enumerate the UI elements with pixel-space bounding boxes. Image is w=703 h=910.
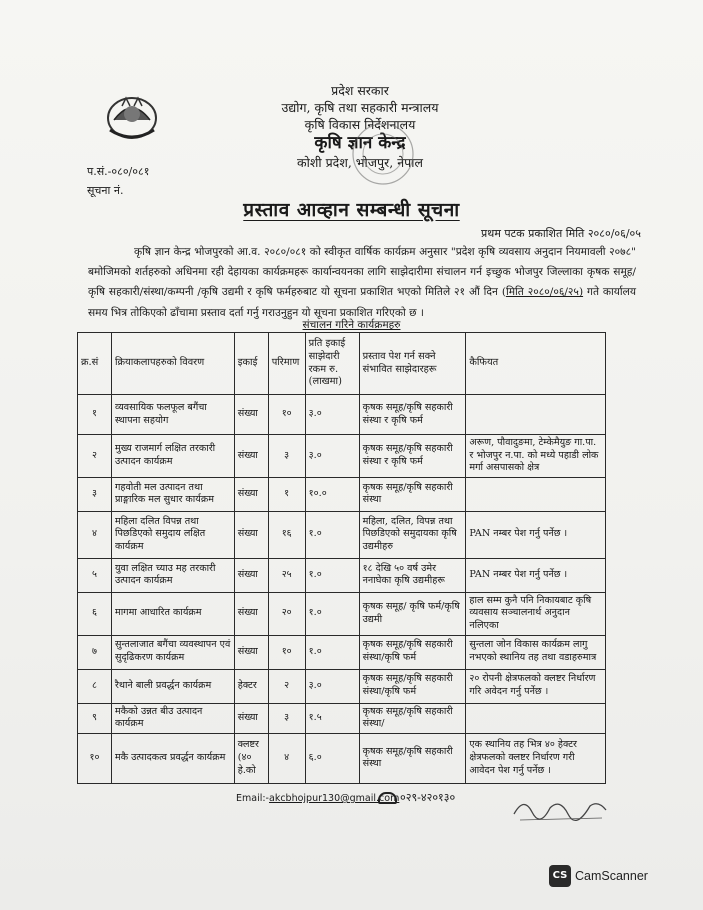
row-amount: ६.० bbox=[305, 733, 359, 783]
row-activity: मुख्य राजमार्ग लक्षित तरकारी उत्पादन कार्यक्रम bbox=[111, 435, 234, 478]
row-partner: कृषक समूह/कृषि सहकारी संस्था/कृषि फर्म bbox=[359, 669, 466, 703]
header-ministry: उद्योग, कृषि तथा सहकारी मन्त्रालय bbox=[281, 100, 439, 115]
row-amount: १.० bbox=[305, 635, 359, 669]
row-partner: कृषक समूह/कृषि सहकारी संस्था/कृषि फर्म bbox=[359, 635, 466, 669]
header-activity: क्रियाकलापहरुको विवरण bbox=[111, 333, 234, 395]
table-row bbox=[78, 635, 606, 669]
row-remarks: सुन्तला जोन विकास कार्यक्रम लागु नभएको स्थानिय तह तथा वडाहरुमात्र bbox=[466, 635, 606, 669]
row-sn: १० bbox=[78, 733, 112, 783]
row-quantity: ३ bbox=[268, 703, 305, 733]
row-quantity: १० bbox=[268, 395, 305, 435]
email-address[interactable]: akcbhojpur130@gmail.com bbox=[269, 793, 400, 804]
deadline-date: मिति २०८०/०६/२५) bbox=[505, 286, 584, 299]
footer-email bbox=[236, 793, 399, 804]
row-sn: ९ bbox=[78, 703, 112, 733]
header-remarks: कैफियत bbox=[466, 333, 606, 395]
table-row bbox=[78, 558, 606, 592]
reference-number: प.सं.-०८०/०८१ bbox=[87, 165, 150, 178]
row-sn: २ bbox=[78, 435, 112, 478]
row-amount: १.५ bbox=[305, 703, 359, 733]
row-quantity: १ bbox=[268, 477, 305, 511]
notice-title: प्रस्ताव आव्हान सम्बन्धी सूचना bbox=[243, 199, 460, 221]
row-activity: मकैको उन्नत बीउ उत्पादन कार्यक्रम bbox=[111, 703, 234, 733]
row-remarks bbox=[466, 477, 606, 511]
table-row bbox=[78, 477, 606, 511]
row-quantity: १० bbox=[268, 635, 305, 669]
row-remarks: PAN नम्बर पेश गर्नु पर्नेछ । bbox=[466, 511, 606, 558]
row-activity: महिला दलित विपन्न तथा पिछडिएको समुदाय लक्षित कार्यक्रम bbox=[111, 511, 234, 558]
row-amount: १.० bbox=[305, 558, 359, 592]
signature-icon bbox=[510, 790, 610, 826]
row-activity: रैथाने बाली प्रवर्द्धन कार्यक्रम bbox=[111, 669, 234, 703]
header-quantity: परिमाण bbox=[268, 333, 305, 395]
publication-date: प्रथम पटक प्रकाशित मिति २०८०/०६/०५ bbox=[481, 227, 641, 240]
table-row bbox=[78, 395, 606, 435]
header-address: कोशी प्रदेश, भोजपुर, नेपाल bbox=[297, 155, 423, 170]
row-amount: १.० bbox=[305, 592, 359, 635]
reference-block bbox=[87, 162, 149, 200]
footer-phone bbox=[378, 790, 455, 805]
notice-body bbox=[88, 242, 636, 323]
row-remarks: हाल सम्म कुनै पनि निकायबाट कृषि व्यवसाय सञ्चालनार्थ अनुदान नलिएका bbox=[466, 592, 606, 635]
body-text-part2: गते कार्यालय समय भित्र तोकिएको ढाँचामा प्रस्ताव दर्ता गर्नु गराउनुहुन यो सूचना प्रकाशित गरिएको छ । bbox=[88, 286, 636, 319]
table-row bbox=[78, 703, 606, 733]
table-row bbox=[78, 733, 606, 783]
telephone-icon bbox=[378, 792, 397, 804]
row-partner: कृषक समूह/कृषि सहकारी संस्था र कृषि फर्म bbox=[359, 395, 466, 435]
row-sn: ७ bbox=[78, 635, 112, 669]
row-quantity: ३ bbox=[268, 435, 305, 478]
row-unit: संख्या bbox=[234, 511, 268, 558]
row-sn: ३ bbox=[78, 477, 112, 511]
camscanner-logo-icon: CS bbox=[549, 865, 571, 887]
phone-number: ०२९-४२०१३० bbox=[400, 791, 456, 804]
row-partner: महिला, दलित, विपन्न तथा पिछडिएको समुदायका कृषि उद्यमीहरु bbox=[359, 511, 466, 558]
row-remarks bbox=[466, 395, 606, 435]
camscanner-name: CamScanner bbox=[575, 869, 648, 883]
row-amount: ३.० bbox=[305, 435, 359, 478]
row-unit: संख्या bbox=[234, 703, 268, 733]
row-partner: कृषक समूह/कृषि सहकारी संस्था bbox=[359, 477, 466, 511]
row-unit: संख्या bbox=[234, 395, 268, 435]
row-partner: कृषक समूह/कृषि सहकारी संस्था र कृषि फर्म bbox=[359, 435, 466, 478]
row-quantity: २० bbox=[268, 592, 305, 635]
header-sn: क्र.सं bbox=[78, 333, 112, 395]
row-sn: ५ bbox=[78, 558, 112, 592]
row-unit: संख्या bbox=[234, 592, 268, 635]
row-amount: १.० bbox=[305, 511, 359, 558]
table-row bbox=[78, 435, 606, 478]
table-header-row bbox=[78, 333, 606, 395]
programs-table bbox=[77, 332, 606, 784]
row-sn: १ bbox=[78, 395, 112, 435]
table-row bbox=[78, 511, 606, 558]
header-directorate: कृषि विकास निर्देशनालय bbox=[304, 117, 416, 132]
row-unit: संख्या bbox=[234, 558, 268, 592]
row-activity: मागमा आधारित कार्यक्रम bbox=[111, 592, 234, 635]
header-office: कृषि ज्ञान केन्द्र bbox=[314, 133, 406, 153]
row-partner: कृषक समूह/कृषि सहकारी संस्था bbox=[359, 733, 466, 783]
row-unit: संख्या bbox=[234, 477, 268, 511]
row-remarks: २० रोपनी क्षेत्रफलको क्लष्टर निर्धारण गरि अवेदन गर्नु पर्नेछ । bbox=[466, 669, 606, 703]
row-activity: गहवोती मल उत्पादन तथा प्राङ्गारिक मल सुधार कार्यक्रम bbox=[111, 477, 234, 511]
row-remarks: PAN नम्बर पेश गर्नु पर्नेछ । bbox=[466, 558, 606, 592]
header-amount: प्रति इकाई साझेदारी रकम रु. (लाखमा) bbox=[305, 333, 359, 395]
table-caption: संचालन गरिने कार्यक्रमहरु bbox=[302, 319, 401, 331]
row-partner: कृषक समूह/कृषि सहकारी संस्था/ bbox=[359, 703, 466, 733]
email-label: Email:- bbox=[236, 793, 269, 804]
row-quantity: २५ bbox=[268, 558, 305, 592]
row-unit: संख्या bbox=[234, 435, 268, 478]
row-sn: ८ bbox=[78, 669, 112, 703]
row-remarks: अरूण, पौवादुङमा, टेम्केमैयुङ गा.पा. र भोजपुर न.पा. को मध्ये पहाडी लोक मर्गा असपासको क्षेत्र bbox=[466, 435, 606, 478]
table-row bbox=[78, 669, 606, 703]
row-activity: युवा लक्षित च्याउ मह तरकारी उत्पादन कार्यक्रम bbox=[111, 558, 234, 592]
row-activity: व्यवसायिक फलफूल बगैंचा स्थापना सहयोग bbox=[111, 395, 234, 435]
row-amount: १०.० bbox=[305, 477, 359, 511]
row-partner: १८ देखि ५० वर्ष उमेर ननाघेका कृषि उद्यमीहरू bbox=[359, 558, 466, 592]
row-remarks bbox=[466, 703, 606, 733]
row-remarks: एक स्थानिय तह भित्र ४० हेक्टर क्षेत्रफलको क्लष्टर निर्धारण गरी आवेदन पेश गर्नु पर्नेछ । bbox=[466, 733, 606, 783]
government-emblem-icon bbox=[100, 86, 164, 146]
header-government: प्रदेश सरकार bbox=[331, 83, 389, 98]
header-partner: प्रस्ताव पेश गर्न सक्ने संभावित साझेदारहरू bbox=[359, 333, 466, 395]
row-unit: हेक्टर bbox=[234, 669, 268, 703]
table-row bbox=[78, 592, 606, 635]
office-stamp-icon bbox=[345, 118, 421, 190]
row-sn: ६ bbox=[78, 592, 112, 635]
row-quantity: २ bbox=[268, 669, 305, 703]
row-amount: ३.० bbox=[305, 669, 359, 703]
camscanner-watermark bbox=[549, 865, 648, 887]
body-text-part1: कृषि ज्ञान केन्द्र भोजपुरको आ.व. २०८०/०८१ को स्वीकृत वार्षिक कार्यक्रम अनुसार "प्रदेश कृषि व्यवसाय अनुदान नियमावली २०७८" बमोजिमको शर्तहरुको अधिनमा रही देहायका कार्यक्रमहरू कार्यान्वयनका लागि साझेदारीमा संचालन गर्न इच्छुक भोजपुर जिल्लाका कृषक समूह/कृषि सहकारी/संस्था/कम्पनी /कृषि उद्यमी र कृषि फर्महरुबाट यो सूचना प्रकाशित भएको मितिले २१ औं दिन ( bbox=[88, 246, 636, 299]
row-partner: कृषक समूह/ कृषि फर्म/कृषि उद्यमी bbox=[359, 592, 466, 635]
header-unit: इकाई bbox=[234, 333, 268, 395]
row-activity: सुन्तलाजात बगैंचा व्यवस्थापन एवं सुदृढिकरण कार्यक्रम bbox=[111, 635, 234, 669]
row-sn: ४ bbox=[78, 511, 112, 558]
row-quantity: ४ bbox=[268, 733, 305, 783]
row-unit: क्लष्टर (४० हे.को bbox=[234, 733, 268, 783]
row-quantity: १६ bbox=[268, 511, 305, 558]
row-amount: ३.० bbox=[305, 395, 359, 435]
row-activity: मकै उत्पादकत्व प्रवर्द्धन कार्यक्रम bbox=[111, 733, 234, 783]
notice-number: सूचना नं. bbox=[87, 184, 124, 197]
row-unit: संख्या bbox=[234, 635, 268, 669]
